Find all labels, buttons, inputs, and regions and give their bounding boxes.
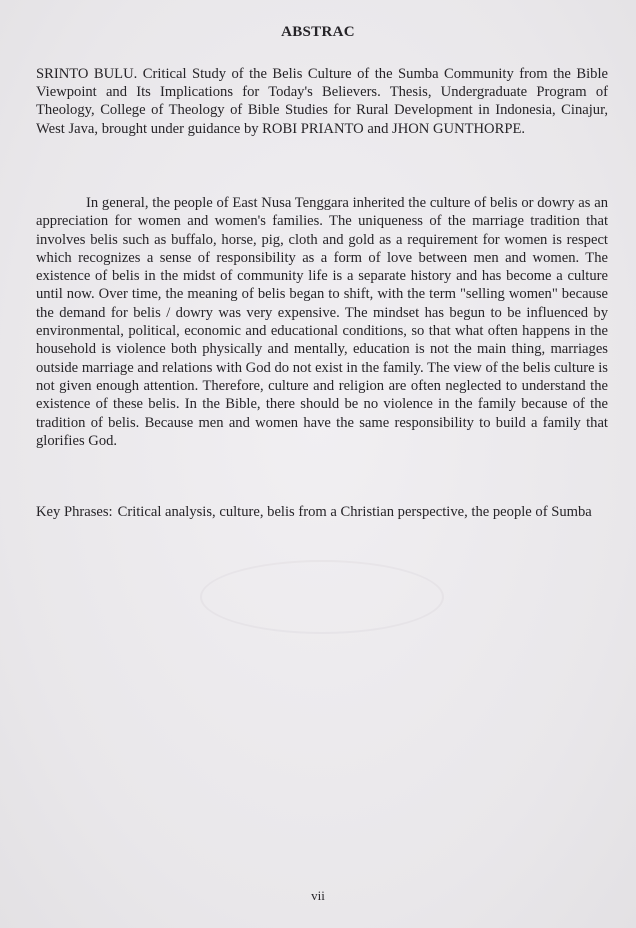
faint-stamp-watermark <box>200 560 444 634</box>
key-phrases-label: Key Phrases: <box>36 504 113 520</box>
page-title: ABSTRAC <box>281 24 355 40</box>
abstract-body: In general, the people of East Nusa Tenggara inherited the culture of belis or dowry as an appreciation for women and women's families. The uniqueness of the marriage tradition that involves belis such as buffalo, horse, pig, cloth and gold as a requirement for women is respect which recognizes a sense of responsibility as a form of love between men and women. The existence of belis in the midst of community life is a separate history and has become a culture until now. Over time, the meaning of belis began to shift, with the term "selling women" because the demand for belis / dowry was very expensive. The mindset has begun to be influenced by environmental, political, economic and educational conditions, so that what often happens in the household is violence both physically and mentally, education is not the main thing, marriages outside marriage and relations with God do not exist in the family. The view of the belis culture is not given enough attention. Therefore, culture and religion are often neglected to understand the existence of these belis. In the Bible, there should be no violence in the family because of the tradition of belis. Because men and women have the same responsibility to build a family that glorifies God. <box>36 195 608 449</box>
key-phrases <box>36 503 608 521</box>
key-phrases-text: Critical analysis, culture, belis from a Christian perspective, the people of Sumba <box>117 504 592 520</box>
thesis-citation: SRINTO BULU. Critical Study of the Belis Culture of the Sumba Community from the Bible Viewpoint and Its Implications for Today's Believers. Thesis, Undergraduate Program of Theology, College of Theology of Bible Studies for Rural Development in Indonesia, Cinajur, West Java, brought under guidance by ROBI PRIANTO and JHON GUNTHORPE. <box>36 66 608 137</box>
page-number: vii <box>311 888 325 903</box>
